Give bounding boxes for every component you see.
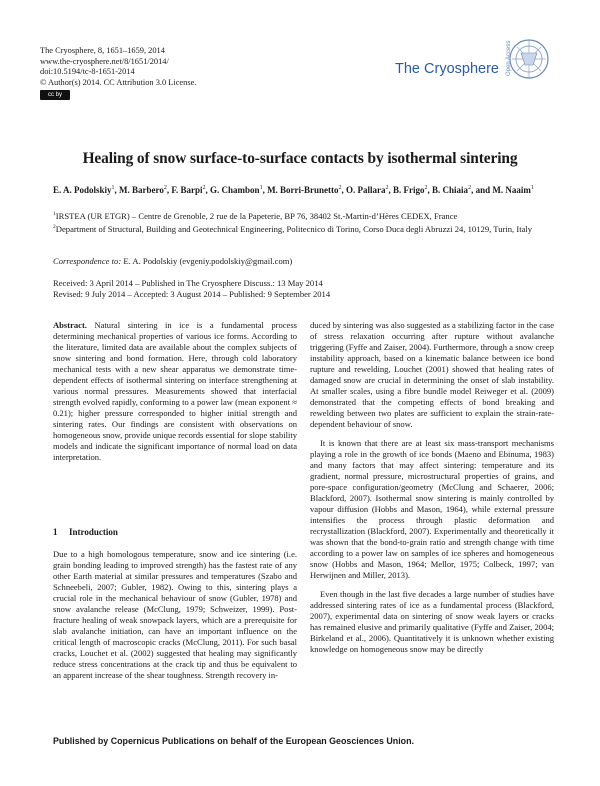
paper-title: Healing of snow surface-to-surface contacts by isothermal sintering	[82, 150, 518, 167]
section-heading	[53, 527, 118, 537]
dates-line-1: Received: 3 April 2014 – Published in The Cryosphere Discuss.: 13 May 2014	[53, 278, 323, 288]
intro-paragraph: Due to a high homologous temperature, snow and ice sintering (i.e. grain bonding leading to improved strength) has the fastest rate of any other Earth material at similar pressures and temperatures (Szabo and Schneebeli, 2007; Gubler, 1982). Owing to this, sintering plays a crucial role in the mechanical behaviour of snow (Gubler, 1978) and snow avalanche release (McClung, 1979; Schweizer, 1999). Post-fracture healing of weak snowpack layers, which are a prerequisite for slab avalanche initiation, can have an important influence on the critical length of macroscopic cracks (McClung, 2011). For such basal cracks, Louchet et al. (2002) suggested that healing may significantly reduce stress concentrations at the crack tip and thus be equivalent to an apparent increase of the shear toughness. Strength recovery in-	[53, 549, 297, 680]
author: M. Borri-Brunetto$^2$,	[267, 185, 347, 195]
author: B. Chiaia$^2$,	[432, 185, 476, 195]
paragraph: duced by sintering was also suggested as a stabilizing factor in the case of stress relaxation occurring after rupture without avalanche triggering (Fyffe and Zaiser, 2004). Furthermore, through a snow creep instability approach, based on a kinematic balance between ice bond rupture and rewelding, Louchet (2001) showed that healing rates of damaged snow are crucial in determining the onset of slab instability. At smaller scales, using a fibre bundle model Reiweger et al. (2009) demonstrated that the competing effects of bond breaking and rewelding between two plates are sufficient to explain the strain-rate-dependent behaviour of snow.	[310, 320, 554, 429]
author: M. Barbero$^2$,	[119, 185, 172, 195]
publisher-footer: Published by Copernicus Publications on behalf of the European Geosciences Union.	[53, 736, 414, 746]
publication-dates	[53, 278, 330, 300]
author-list	[53, 182, 553, 197]
open-access-label: Open Access	[506, 40, 512, 76]
correspondence-label: Correspondence to:	[53, 256, 122, 266]
journal-citation: The Cryosphere, 8, 1651–1659, 2014	[40, 46, 165, 55]
abstract	[53, 320, 297, 471]
right-column	[310, 320, 554, 663]
author: B. Frigo$^2$,	[393, 185, 433, 195]
section-title: Introduction	[69, 527, 118, 537]
paragraph: Even though in the last five decades a large number of studies have addressed sintering rates of ice as a fundamental process (Blackford, 2007), experimental data on sintering of snow weak layers or cracks has remained elusive and primarily qualitative (Fyffe and Zaiser, 2004; Birkeland et al., 2006). Quantitatively it is unknown whether existing knowledge on homogeneous snow may be directly	[310, 589, 554, 654]
correspondence-text[interactable]: E. A. Podolskiy (evgeniy.podolskiy@gmail.com)	[123, 256, 293, 266]
logo-title: The Cryosphere	[395, 61, 499, 77]
affiliations	[53, 209, 553, 235]
author: O. Pallara$^2$,	[346, 185, 394, 195]
author: E. A. Podolskiy$^1$,	[53, 185, 120, 195]
abstract-label: Abstract.	[53, 320, 87, 330]
affiliation: $^1$IRSTEA (UR ETGR) – Centre de Grenoble, 2 rue de la Papeterie, BP 76, 38402 St.-Martin-d’Hères CEDEX, France	[53, 210, 458, 221]
journal-info	[40, 46, 196, 100]
author: F. Barpi$^2$,	[171, 185, 211, 195]
dates-line-2: Revised: 9 July 2014 – Accepted: 3 August 2014 – Published: 9 September 2014	[53, 289, 331, 299]
paragraph: It is known that there are at least six mass-transport mechanisms playing a role in the growth of ice bonds (Maeno and Ebinuma, 1983) and many factors that may affect sintering: temperature and its gradient, normal pressure, microstructural properties of grains, and pore-space configuration/geometry (McClung and Schaerer, 2006; Blackford, 2007). Isothermal snow sintering is mainly controlled by vapour diffusion (Hobbs and Mason, 1964), while external pressure intensifies the process through plastic deformation and recrystallization (Blackford, 2007). Experimentally and theoretically it was shown that the bond-to-grain ratio and strength change with time according to a power law on samples of ice spheres and homogeneous snow (Hobbs and Mason, 1964; Mellor, 1975; Colbeck, 1997; van Herwijnen and Miller, 2013).	[310, 438, 554, 580]
cc-license-badge[interactable]: cc by	[40, 90, 70, 100]
journal-doi[interactable]: doi:10.5194/tc-8-1651-2014	[40, 67, 135, 77]
section-number: 1	[53, 527, 58, 537]
correspondence	[53, 256, 292, 266]
globe-icon	[507, 36, 551, 82]
author: G. Chambon$^1$,	[210, 185, 268, 195]
authors-conjunction: and	[475, 185, 491, 195]
abstract-text: Natural sintering in ice is a fundamental process determining mechanical properties of various ice forms. According to the literature, limited data are available about the complex subjects of snow sintering and bond formation. Here, through cold laboratory mechanical tests with a new shear apparatus we demonstrate time-dependent effects of isothermal sintering on interface strengthening at various normal pressures. Measurements showed that interfacial strength evolved rapidly, conforming to a power law (mean exponent ≈ 0.21); higher pressure corresponded to higher initial strength and sintering rates. Our findings are consistent with observations on homogeneous snow, provide unique records essential for slope stability models and indicate the significant importance of normal load on data interpretation.	[53, 320, 298, 462]
affiliation: $^2$Department of Structural, Building and Geotechnical Engineering, Politecnico di Torino, Corso Duca degli Abruzzi 24, 10129, Turin, Italy	[53, 223, 533, 234]
journal-url[interactable]: www.the-cryosphere.net/8/1651/2014/	[40, 56, 169, 66]
journal-copyright: © Author(s) 2014. CC Attribution 3.0 License.	[40, 77, 197, 87]
journal-logo	[395, 28, 555, 88]
author: M. Naaim$^1$	[492, 185, 534, 195]
